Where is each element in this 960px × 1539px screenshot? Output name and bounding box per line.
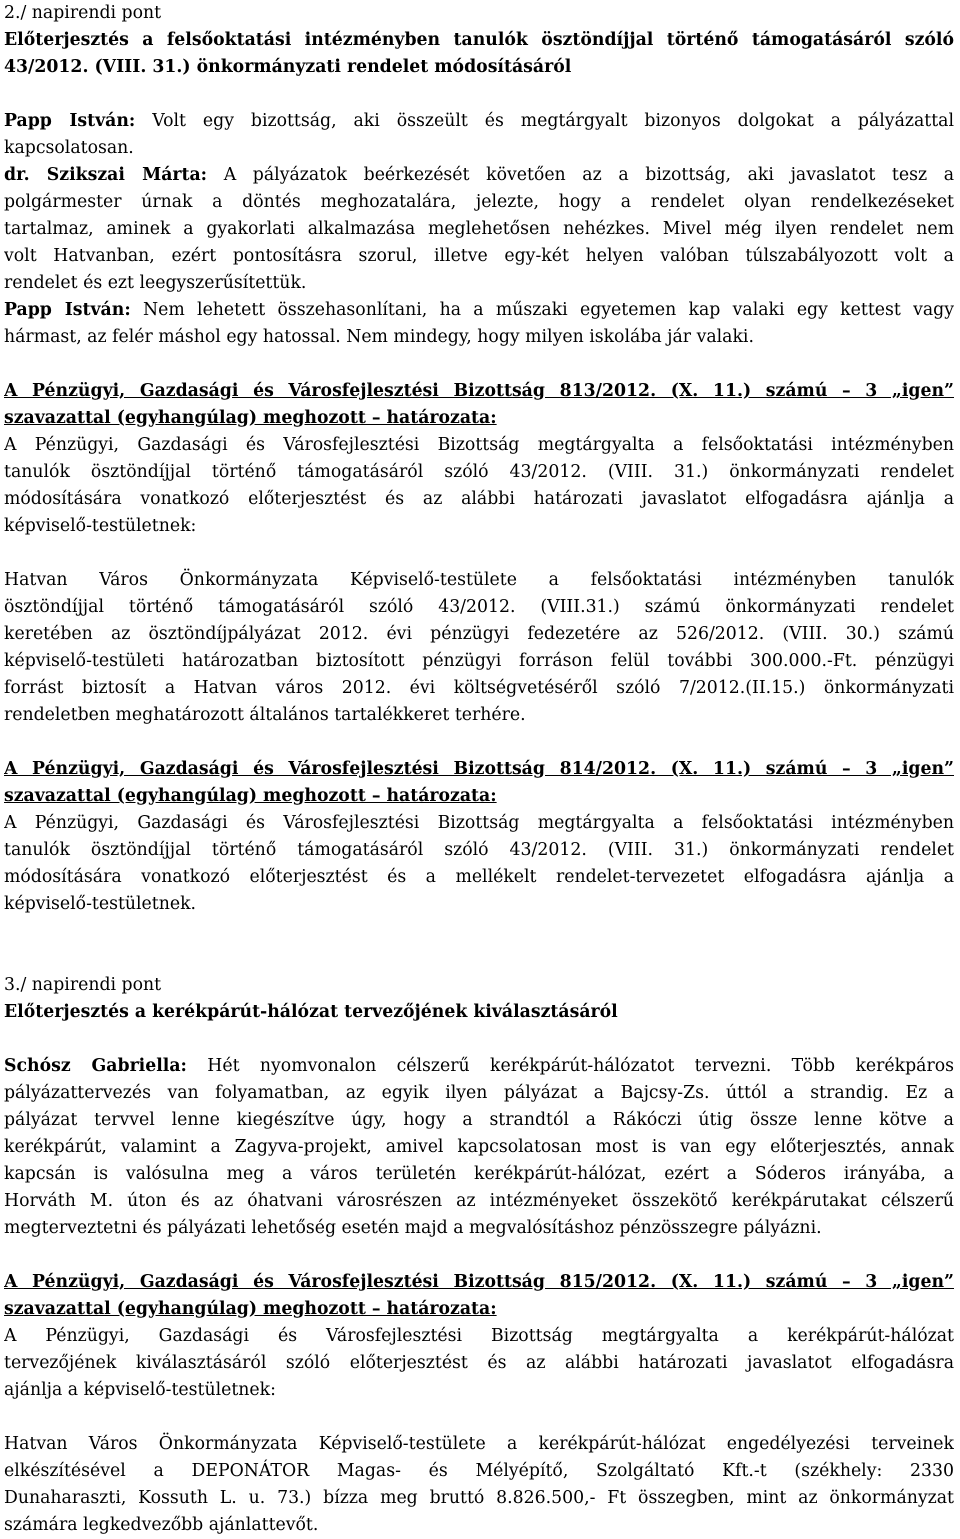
resolution-body-line: módosítására vonatkozó előterjesztést és az alábbi határozati javaslatot elfogadásra ajánlja a (4, 489, 954, 509)
speaker-name: Papp István: (4, 111, 136, 131)
spacer (4, 945, 954, 972)
resolution-header-line: A Pénzügyi, Gazdasági és Városfejlesztési Bizottság 815/2012. (X. 11.) számú – 3 „igen” (4, 1272, 954, 1292)
spacer (4, 1242, 954, 1269)
agenda-heading: 2./ napirendi pont (4, 3, 162, 23)
spacer (4, 918, 954, 945)
resolution-body-line: A Pénzügyi, Gazdasági és Városfejlesztési Bizottság megtárgyalta a felsőoktatási intézményben (4, 435, 954, 455)
speech-text: A pályázatok beérkezését követően az a bizottság, aki javaslatot tesz a (207, 165, 954, 185)
speech-text: Nem lehetett összehasonlítani, ha a műszaki egyetemen kap valaki egy kettest vagy (130, 300, 954, 320)
resolution-body-line: ajánlja a képviselő-testületnek: (4, 1380, 276, 1400)
proposal-line: Dunaharaszti, Kossuth L. u. 73.) bízza meg bruttó 8.826.500,- Ft összegben, mint az önkormányzat (4, 1488, 954, 1508)
proposal-line: Hatvan Város Önkormányzata Képviselő-testülete a kerékpárút-hálózat engedélyezési terveinek (4, 1434, 954, 1454)
discussion-line (4, 1053, 954, 1080)
speaker-name: Papp István: (4, 300, 131, 320)
resolution-header-line: szavazattal (egyhangúlag) meghozott – határozata: (4, 786, 497, 806)
agenda-title-line: Előterjesztés a kerékpárút-hálózat tervezőjének kiválasztásáról (4, 1002, 618, 1022)
proposal-line: képviselő-testületi határozatban biztosított pénzügyi forráson felül további 300.000.-Ft. pénzügyi (4, 651, 954, 671)
proposal-line: Hatvan Város Önkormányzata Képviselő-testülete a felsőoktatási intézményben tanulók (4, 570, 954, 590)
discussion-line: polgármester úrnak a döntés meghozatalára, jelezte, hogy a rendelet olyan rendelkezéseket (4, 192, 954, 212)
speech-text: Volt egy bizottság, aki összeült és megtárgyalt bizonyos dolgokat a pályázattal (135, 111, 954, 131)
discussion-line (4, 162, 954, 189)
proposal-line: számára legkedvezőbb ajánlattevőt. (4, 1515, 319, 1535)
resolution-header-line: szavazattal (egyhangúlag) meghozott – határozata: (4, 408, 497, 428)
proposal-line: ösztöndíjjal történő támogatásáról szóló 43/2012. (VIII.31.) számú önkormányzati rendelet (4, 597, 954, 617)
speaker-name: dr. Szikszai Márta: (4, 165, 208, 185)
discussion-line: volt Hatvanban, ezért pontosításra szorul, illetve egy-két helyen valóban túlszabályozott volt a (4, 246, 954, 266)
discussion-line (4, 297, 954, 324)
spacer (4, 540, 954, 567)
spacer (4, 351, 954, 378)
discussion-line: tartalmaz, aminek a gyakorlati alkalmazása meglehetősen nehézkes. Mivel még ilyen rendelet nem (4, 219, 954, 239)
discussion-line: pályázat tervvel lenne kiegészítve úgy, hogy a strandtól a Rákóczi útig össze lenne kötve a (4, 1110, 954, 1130)
discussion-line: kapcsán is valósulna meg a város területén kerékpárút-hálózat, ezért a Sóderos irányába, a (4, 1164, 954, 1184)
discussion-line: kerékpárút, valamint a Zagyva-projekt, amivel kapcsolatosan most is van egy előterjesztés, annak (4, 1137, 954, 1157)
spacer (4, 1404, 954, 1431)
resolution-header-line: A Pénzügyi, Gazdasági és Városfejlesztési Bizottság 813/2012. (X. 11.) számú – 3 „igen” (4, 381, 954, 401)
discussion-line: pályázattervezés van folyamatban, az egyik ilyen pályázat a Bajcsy-Zs. úttól a strandig. Ez a (4, 1083, 954, 1103)
resolution-body-line: tanulók ösztöndíjjal történő támogatásáról szóló 43/2012. (VIII. 31.) önkormányzati rendelet (4, 462, 954, 482)
spacer (4, 729, 954, 756)
agenda-title-line: 43/2012. (VIII. 31.) önkormányzati rendelet módosításáról (4, 57, 572, 77)
speaker-name: Schósz Gabriella: (4, 1056, 187, 1076)
proposal-line: rendeletben meghatározott általános tartalékkeret terhére. (4, 705, 526, 725)
resolution-body-line: tanulók ösztöndíjjal történő támogatásáról szóló 43/2012. (VIII. 31.) önkormányzati rendelet (4, 840, 954, 860)
discussion-line: megterveztetni és pályázati lehetőség esetén majd a megvalósításhoz pénzösszegre pályázni. (4, 1218, 822, 1238)
proposal-line: keretében az ösztöndíjpályázat 2012. évi pénzügyi fedezetére az 526/2012. (VIII. 30.) számú (4, 624, 954, 644)
resolution-body-line: A Pénzügyi, Gazdasági és Városfejlesztési Bizottság megtárgyalta a felsőoktatási intézményben (4, 813, 954, 833)
discussion-line: hármast, az felér máshol egy hatossal. Nem mindegy, hogy milyen iskolába jár valaki. (4, 327, 754, 347)
discussion-line (4, 108, 954, 135)
resolution-body-line: képviselő-testületnek: (4, 516, 197, 536)
spacer (4, 81, 954, 108)
spacer (4, 1026, 954, 1053)
resolution-header-line: szavazattal (egyhangúlag) meghozott – határozata: (4, 1299, 497, 1319)
resolution-body-line: tervezőjének kiválasztásáról szóló előterjesztést és az alábbi határozati javaslatot elfogadásra (4, 1353, 954, 1373)
proposal-line: forrást biztosít a Hatvan város 2012. évi költségvetéséről szóló 7/2012.(II.15.) önkormányzati (4, 678, 954, 698)
proposal-line: elkészítésével a DEPONÁTOR Magas- és Mélyépítő, Szolgáltató Kft.-t (székhely: 2330 (4, 1461, 954, 1481)
agenda-heading: 3./ napirendi pont (4, 975, 162, 995)
discussion-line: Horváth M. úton és az óhatvani városrészen az intézményeket összekötő kerékpárutakat célszerű (4, 1191, 954, 1211)
speech-text: Hét nyomvonalon célszerű kerékpárút-hálózatot tervezni. Több kerékpáros (186, 1056, 954, 1076)
discussion-line: rendelet és ezt leegyszerűsítettük. (4, 273, 307, 293)
agenda-title-line: Előterjesztés a felsőoktatási intézményben tanulók ösztöndíjjal történő támogatásáról szóló (4, 30, 954, 50)
resolution-body-line: módosítására vonatkozó előterjesztést és a mellékelt rendelet-tervezetet elfogadásra ajánlja a (4, 867, 954, 887)
discussion-line: kapcsolatosan. (4, 138, 134, 158)
resolution-body-line: A Pénzügyi, Gazdasági és Városfejlesztési Bizottság megtárgyalta a kerékpárút-hálózat (4, 1326, 954, 1346)
resolution-body-line: képviselő-testületnek. (4, 894, 197, 914)
resolution-header-line: A Pénzügyi, Gazdasági és Városfejlesztési Bizottság 814/2012. (X. 11.) számú – 3 „igen” (4, 759, 954, 779)
